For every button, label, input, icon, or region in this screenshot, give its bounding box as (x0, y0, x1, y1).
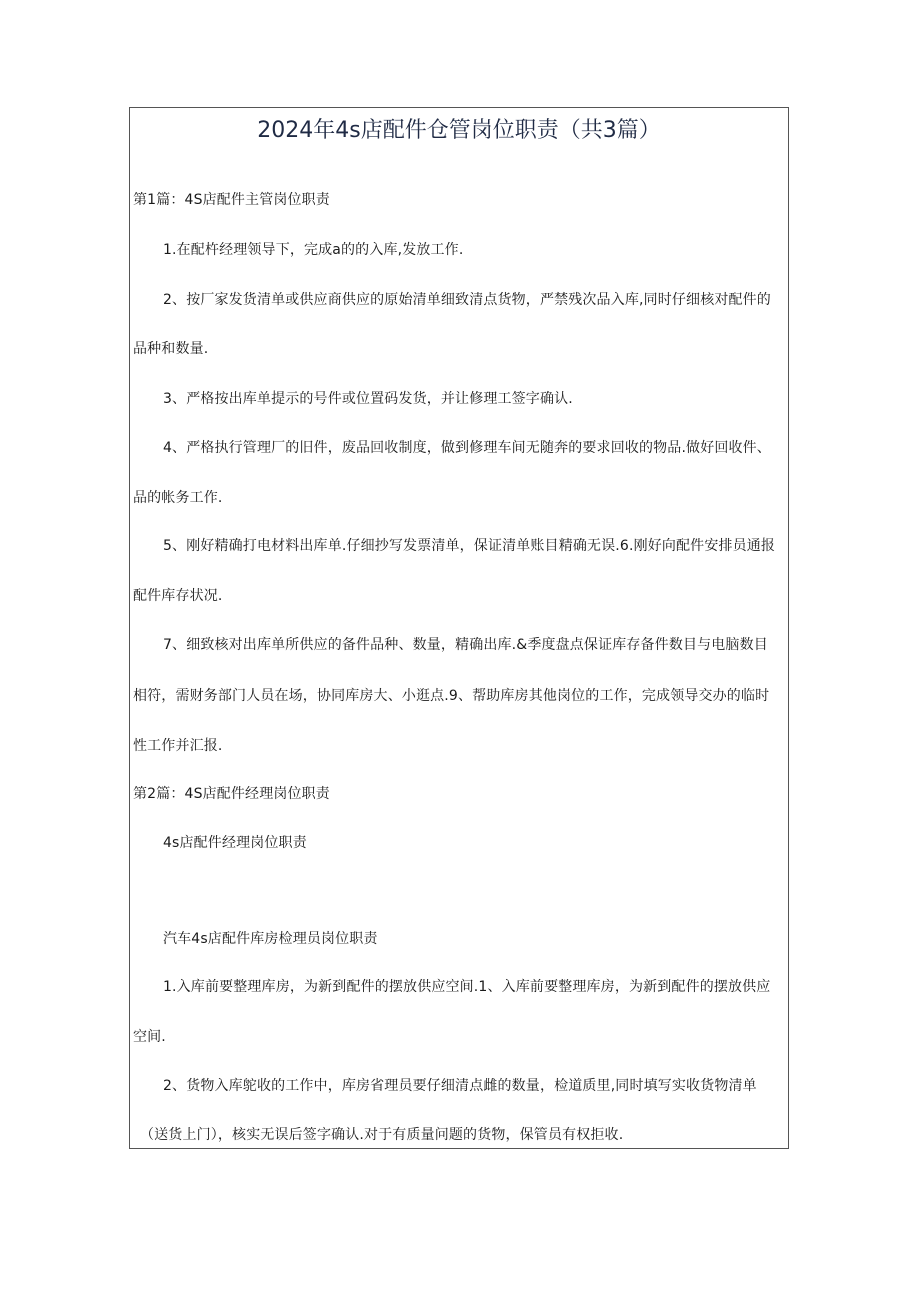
paragraph-line: 性工作并汇报. (133, 738, 223, 754)
paragraph-line: 2、货物入库鸵收的工作中，库房省理员要仔细清点雌的数量，检道质里,同时填写实收货物清单 (163, 1078, 757, 1094)
paragraph-line: 7、细致核对出库单所供应的备件品种、数量，精确出库.&季度盘点保证库存备件数目与电脑数目 (163, 637, 768, 653)
paragraph-line: 3、严格按出库单提示的号件或位置码发货，并让修理工签字确认. (163, 391, 573, 407)
paragraph-line: 配件库存状况. (133, 588, 223, 604)
paragraph-line: 相符，需财务部门人员在场，协同库房大、小逛点.9、帮助库房其他岗位的工作，完成领导交办的临时 (133, 688, 770, 704)
subheading: 汽车4s店配件库房检理员岗位职责 (163, 931, 378, 947)
paragraph-line: （送货上门），核实无误后签字确认.对于有质量问题的货物，保管员有权拒收. (140, 1127, 624, 1143)
paragraph-line: 1.入库前要整理库房，为新到配件的摆放供应空间.1、入库前要整理库房，为新到配件的摆放供应 (163, 979, 771, 995)
paragraph-line: 品的帐务工作. (133, 490, 223, 506)
subheading: 4s店配件经理岗位职责 (163, 835, 307, 851)
paragraph-line: 5、刚好精确打电材料出库单.仔细抄写发票清单，保证清单账目精确无误.6.刚好向配件安排员通报 (163, 538, 776, 554)
paragraph-line: 1.在配杵经理领导下，完成a的的入库,发放工作. (163, 242, 464, 258)
paragraph-line: 空间. (133, 1029, 166, 1045)
paragraph-line: 2、按厂家发货清单或供应商供应的原始清单细致清点货物，严禁残次品入库,同时仔细核对配件的 (163, 292, 771, 308)
page-title: 2024年4s店配件仓管岗位职责（共3篇） (257, 118, 661, 143)
section-heading-1: 第1篇：4S店配件主管岗位职责 (133, 192, 330, 208)
section-heading-2: 第2篇：4S店配件经理岗位职责 (133, 786, 330, 802)
paragraph-line: 4、严格执行管理厂的旧件，废品回收制度，做到修理车间无随奔的要求回收的物品.做好回收件、 (163, 440, 771, 456)
paragraph-line: 品种和数量. (133, 341, 209, 357)
